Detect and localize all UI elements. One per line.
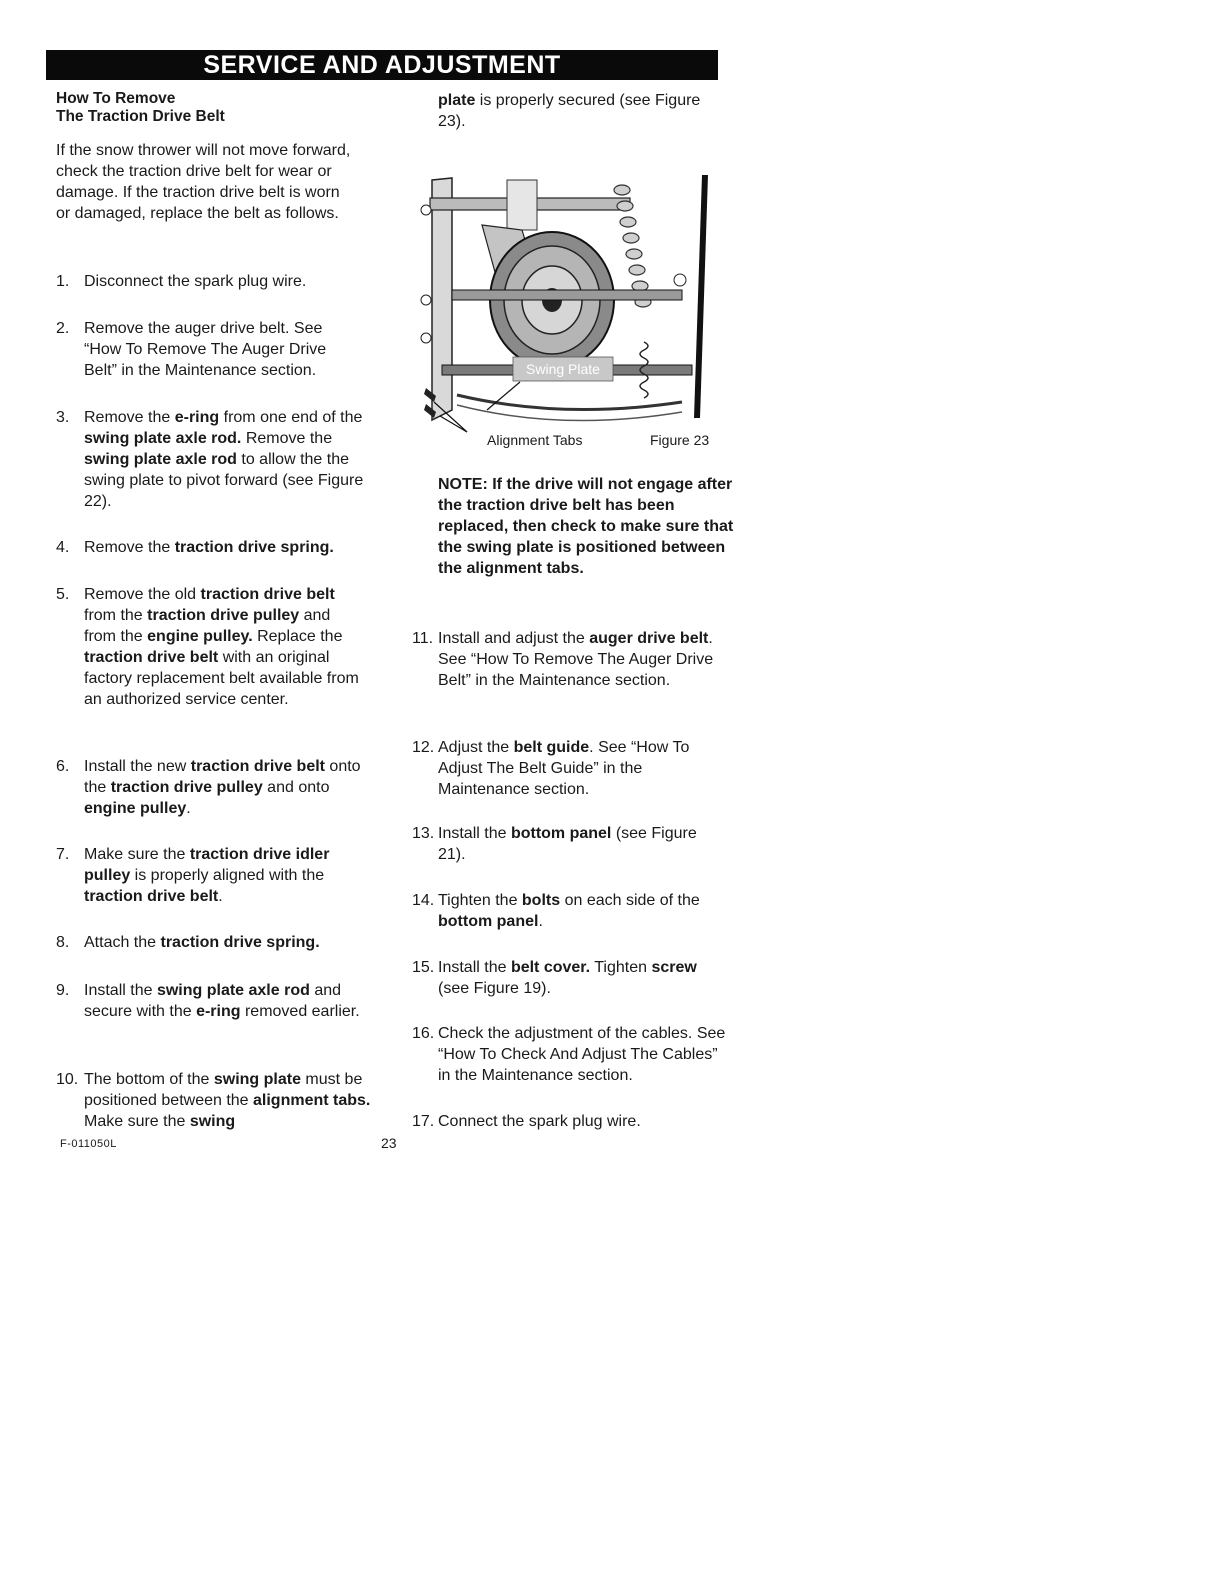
swing-plate-label: Swing Plate <box>526 361 600 377</box>
step-9 <box>56 980 376 1022</box>
step-6 <box>56 756 366 819</box>
step-14 <box>412 890 708 932</box>
section-title: SERVICE AND ADJUSTMENT <box>203 50 561 79</box>
step-17 <box>412 1111 738 1132</box>
step-1 <box>56 271 384 292</box>
step-text: The bottom of the swing plate must be positioned between the alignment tabs. Make sure the swing <box>84 1071 371 1130</box>
intro-paragraph: If the snow thrower will not move forward, check the traction drive belt for wear or damage. If the traction drive belt is worn or damaged, replace the belt as follows. <box>56 142 351 222</box>
section-header <box>46 50 718 80</box>
step-text: Install the swing plate axle rod and secure with the e-ring removed earlier. <box>84 982 360 1020</box>
step-text: Remove the old traction drive belt from the traction drive pulley and from the engine pulley. Replace the traction drive belt with an original factory replacement belt available from an authorized service center. <box>84 586 359 708</box>
heading-line-2: The Traction Drive Belt <box>56 108 225 125</box>
bolt <box>674 274 686 286</box>
figure-23-drawing <box>412 170 720 456</box>
step-number: 14. <box>412 892 435 909</box>
step-text: Connect the spark plug wire. <box>438 1113 641 1130</box>
step-11 <box>412 628 728 691</box>
step-7 <box>56 844 366 907</box>
bracket <box>507 180 537 230</box>
step-number: 17. <box>412 1113 435 1130</box>
heading-line-1: How To Remove <box>56 90 176 107</box>
step-number: 16. <box>412 1025 435 1042</box>
step-number: 12. <box>412 739 435 756</box>
step-number: 9. <box>56 982 70 999</box>
step-text: Check the adjustment of the cables. See “How To Check And Adjust The Cables” in the Maintenance section. <box>438 1025 726 1084</box>
step-4 <box>56 537 384 558</box>
step-number: 7. <box>56 846 70 863</box>
step-13 <box>412 823 698 865</box>
step-number: 4. <box>56 539 70 556</box>
page-number: 23 <box>381 1135 397 1151</box>
step-text: Tighten the bolts on each side of the bottom panel. <box>438 892 700 930</box>
step-12 <box>412 737 726 800</box>
step-number: 3. <box>56 409 70 426</box>
step-text: Remove the traction drive spring. <box>84 539 334 556</box>
step-text: Install and adjust the auger drive belt. See “How To Remove The Auger Drive Belt” in the Maintenance section. <box>438 630 714 689</box>
step-5 <box>56 584 366 710</box>
note-text: NOTE: If the drive will not engage after the traction drive belt has been replaced, then check to make sure that the swing plate is positioned between the alignment tabs. <box>438 476 734 577</box>
step-number: 11. <box>412 630 434 647</box>
step-text: Remove the auger drive belt. See “How To Remove The Auger Drive Belt” in the Maintenance section. <box>84 320 327 379</box>
step-text: Make sure the traction drive idler pulley is properly aligned with the traction drive belt. <box>84 846 330 905</box>
bolt <box>421 333 431 343</box>
step-text: Disconnect the spark plug wire. <box>84 273 307 290</box>
step-number: 2. <box>56 320 70 337</box>
step-text: Install the bottom panel (see Figure 21). <box>438 825 697 863</box>
bolt <box>421 205 431 215</box>
axle-rod <box>452 290 682 300</box>
step-15 <box>412 957 698 999</box>
step-number: 1. <box>56 273 70 290</box>
step-text: Adjust the belt guide. See “How To Adjust The Belt Guide” in the Maintenance section. <box>438 739 690 798</box>
step-16 <box>412 1023 730 1086</box>
step-8 <box>56 932 384 953</box>
step-10 <box>56 1069 376 1132</box>
step-number: 8. <box>56 934 70 951</box>
step-number: 10. <box>56 1071 79 1088</box>
step-text: Install the belt cover. Tighten screw (see Figure 19). <box>438 959 697 997</box>
alignment-tabs-label: Alignment Tabs <box>487 432 583 448</box>
step-number: 15. <box>412 959 435 976</box>
continued-text: plate is properly secured (see Figure 23). <box>438 92 701 130</box>
step-number: 13. <box>412 825 435 842</box>
step-text: Remove the e-ring from one end of the swing plate axle rod. Remove the swing plate axle rod to allow the the swing plate to pivot forward (see Figure 22). <box>84 409 364 510</box>
step-3 <box>56 407 369 512</box>
document-code: F-011050L <box>60 1138 117 1150</box>
step-number: 5. <box>56 586 70 603</box>
bolt <box>421 295 431 305</box>
step-2 <box>56 318 359 381</box>
step-number: 6. <box>56 758 70 775</box>
step-text: Attach the traction drive spring. <box>84 934 320 951</box>
step-text: Install the new traction drive belt onto the traction drive pulley and onto engine pulley. <box>84 758 361 817</box>
figure-caption: Figure 23 <box>650 432 710 448</box>
side-plate <box>432 178 452 420</box>
